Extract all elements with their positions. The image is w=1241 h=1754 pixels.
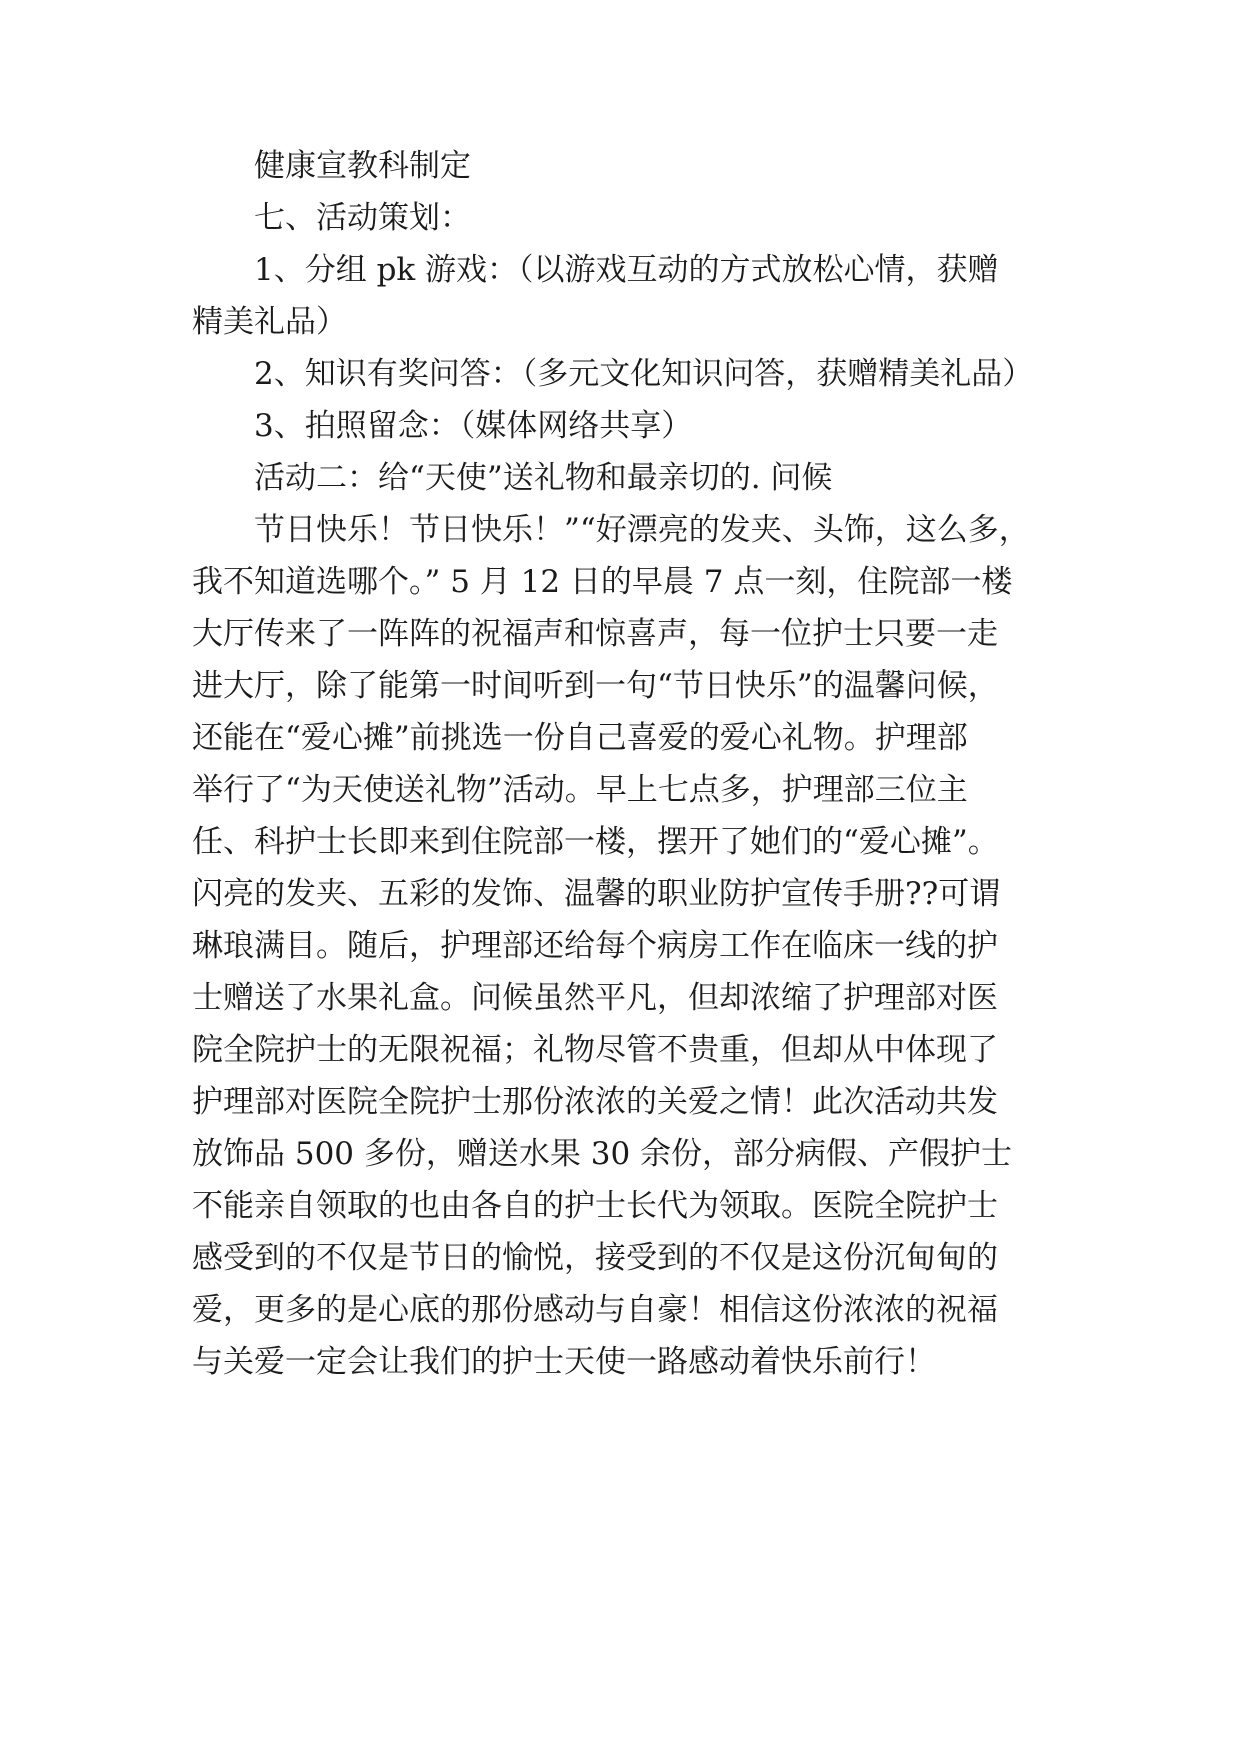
text-line: 还能在“爱心摊”前挑选一份自己喜爱的爱心礼物。护理部 [192,720,968,756]
text-line: 3、拍照留念：（媒体网络共享） [254,408,693,444]
text-line: 大厅传来了一阵阵的祝福声和惊喜声，每一位护士只要一走 [192,616,998,652]
text-line: 举行了“为天使送礼物”活动。早上七点多，护理部三位主 [192,772,968,808]
text-line: 与关爱一定会让我们的护士天使一路感动着快乐前行！ [192,1344,936,1380]
text-line: 精美礼品） [192,304,347,340]
text-line: 放饰品 500 多份，赠送水果 30 余份，部分病假、产假护士 [192,1136,1013,1172]
text-line: 士赠送了水果礼盒。问候虽然平凡，但却浓缩了护理部对医 [192,980,998,1016]
text-line: 我不知道选哪个。” 5 月 12 日的早晨 7 点一刻，住院部一楼 [192,564,1013,600]
text-line: 2、知识有奖问答：（多元文化知识问答，获赠精美礼品） [254,356,1034,392]
text-line: 感受到的不仅是节日的愉悦，接受到的不仅是这份沉甸甸的 [192,1240,998,1276]
text-line: 活动二：给“天使”送礼物和最亲切的. 问候 [254,460,833,496]
text-line: 进大厅，除了能第一时间听到一句“节日快乐”的温馨问候， [192,668,999,704]
text-line: 1、分组 pk 游戏：（以游戏互动的方式放松心情，获赠 [254,252,999,288]
text-line: 任、科护士长即来到住院部一楼，摆开了她们的“爱心摊”。 [192,824,999,860]
text-line: 闪亮的发夹、五彩的发饰、温馨的职业防护宣传手册??可谓 [192,876,1001,912]
text-line: 琳琅满目。随后，护理部还给每个病房工作在临床一线的护 [192,928,998,964]
text-line: 健康宣教科制定 [254,148,471,184]
text-line: 七、活动策划： [254,200,471,236]
text-line: 不能亲自领取的也由各自的护士长代为领取。医院全院护士 [192,1188,998,1224]
text-line: 爱，更多的是心底的那份感动与自豪！相信这份浓浓的祝福 [192,1292,998,1328]
text-line: 节日快乐！节日快乐！”“好漂亮的发夹、头饰，这么多， [254,512,1030,548]
text-line: 院全院护士的无限祝福；礼物尽管不贵重，但却从中体现了 [192,1032,998,1068]
text-line: 护理部对医院全院护士那份浓浓的关爱之情！此次活动共发 [192,1084,998,1120]
